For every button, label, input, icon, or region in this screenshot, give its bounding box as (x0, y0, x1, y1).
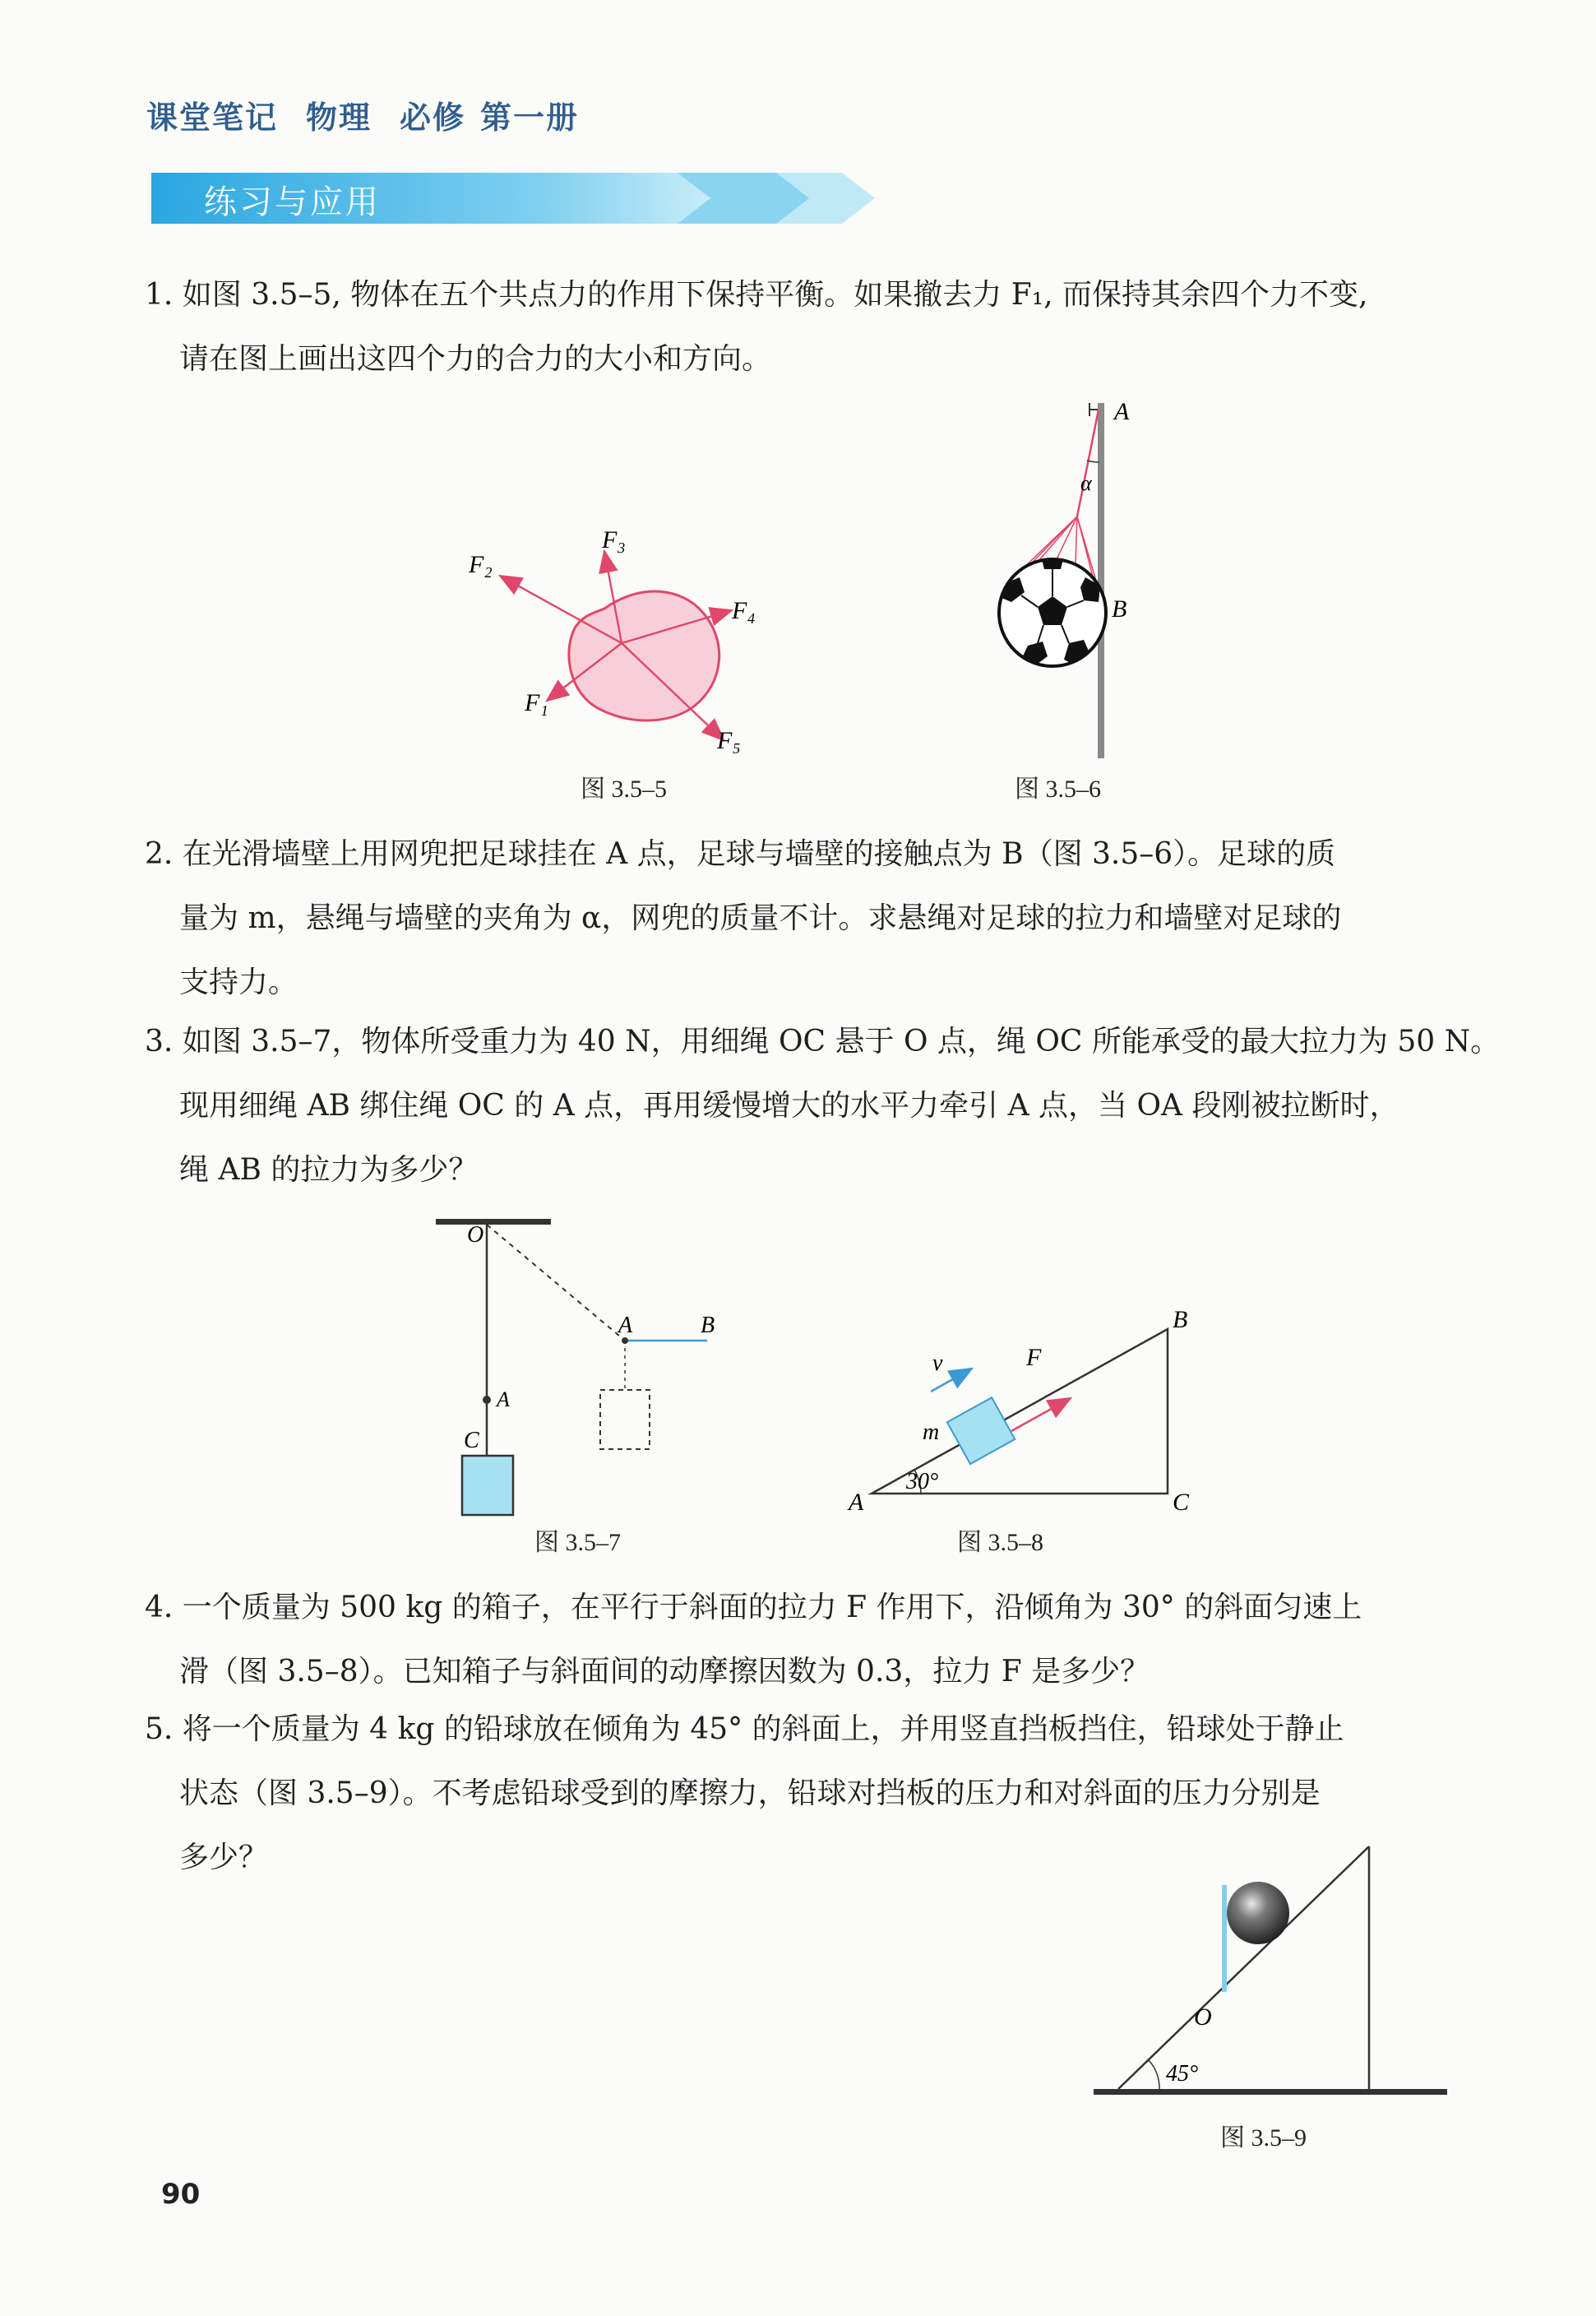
ceiling (436, 1219, 551, 1225)
question-2 (145, 822, 1485, 1015)
figure-3-5-9 (1085, 1842, 1455, 2114)
label-f: F (1026, 1344, 1042, 1371)
caption-3-5-6: 图 3.5–6 (1015, 776, 1101, 803)
label-a: A (1114, 398, 1130, 425)
running-header (146, 92, 607, 137)
label-f4: F₄ (732, 597, 756, 624)
vertical-baffle (1222, 1885, 1227, 1992)
question-3-line-1: 3. 如图 3.5–7，物体所受重力为 40 N，用细绳 OC 悬于 O 点，绳 OC 所能承受的最大拉力为 50 N。 (145, 1025, 1501, 1058)
question-3 (145, 1010, 1501, 1202)
irregular-body (569, 591, 719, 720)
question-4-line-1: 4. 一个质量为 500 kg 的箱子，在平行于斜面的拉力 F 作用下，沿倾角为 30° 的斜面匀速上 (145, 1591, 1362, 1624)
header-book: 课堂笔记 (146, 100, 279, 136)
caption-3-5-8: 图 3.5–8 (957, 1529, 1043, 1556)
force-f-arrow (1011, 1398, 1071, 1431)
label-f1: F₁ (525, 689, 548, 716)
rope-oa-dashed (487, 1225, 625, 1341)
question-1-line-2: 请在图上画出这四个力的合力的大小和方向。 (179, 342, 772, 376)
label-b: B (1173, 1306, 1188, 1333)
figure-3-5-5 (460, 518, 806, 790)
question-5-line-2: 状态（图 3.5–9）。不考虑铅球受到的摩擦力，铅球对挡板的压力和对斜面的压力分别是 (179, 1776, 1321, 1810)
question-1-line-1: 1. 如图 3.5–5, 物体在五个共点力的作用下保持平衡。如果撤去力 F₁, 而保持其余四个力不变, (145, 278, 1368, 312)
label-a: A (849, 1489, 864, 1516)
page-number: 90 (161, 2178, 201, 2211)
label-v: v (932, 1350, 943, 1376)
question-5-line-1: 5. 将一个质量为 4 kg 的铅球放在倾角为 45° 的斜面上，并用竖直挡板挡住，铅球处于静止 (145, 1712, 1344, 1746)
question-3-line-2: 现用细绳 AB 绑住绳 OC 的 A 点，再用缓慢增大的水平力牵引 A 点，当 OA 段刚被拉断时， (179, 1089, 1399, 1123)
lead-ball (1227, 1882, 1289, 1944)
label-o: O (467, 1222, 484, 1248)
header-volume: 必修 (400, 100, 466, 136)
label-c: C (464, 1428, 479, 1453)
header-book-number: 第一册 (480, 100, 580, 136)
label-b: B (701, 1313, 715, 1338)
label-a-left: A (497, 1387, 510, 1411)
label-f5: F₅ (717, 727, 741, 754)
rope (1077, 410, 1099, 516)
label-b: B (1112, 595, 1127, 623)
caption-3-5-7: 图 3.5–7 (534, 1529, 621, 1556)
label-angle-30: 30° (906, 1469, 939, 1494)
label-o: O (1194, 2003, 1212, 2031)
question-4-line-2: 滑（图 3.5–8）。已知箱子与斜面间的动摩擦因数为 0.3，拉力 F 是多少？ (179, 1655, 1150, 1688)
caption-3-5-9: 图 3.5–9 (1220, 2124, 1307, 2152)
question-4 (145, 1576, 1485, 1704)
label-f3: F₃ (602, 526, 626, 554)
figure-3-5-6 (978, 395, 1176, 765)
wall (1098, 403, 1104, 758)
figure-3-5-8 (847, 1299, 1192, 1522)
incline-45 (1118, 1846, 1369, 2089)
label-angle-45: 45° (1166, 2061, 1199, 2087)
label-alpha: α (1080, 471, 1092, 495)
header-subject: 物理 (306, 100, 372, 136)
sliding-box (947, 1397, 1015, 1464)
question-3-line-3: 绳 AB 的拉力为多少？ (179, 1153, 479, 1187)
label-m: m (923, 1420, 940, 1445)
question-2-line-2: 量为 m，悬绳与墙壁的夹角为 α，网兜的质量不计。求悬绳对足球的拉力和墙壁对足球的 (179, 901, 1342, 935)
question-5-line-3: 多少？ (179, 1841, 269, 1874)
section-title: 练习与应用 (204, 183, 381, 221)
moved-box-dashed (600, 1390, 650, 1449)
ground (1094, 2089, 1447, 2095)
hanging-box (462, 1456, 513, 1515)
figure-3-5-7 (428, 1209, 773, 1530)
question-1 (145, 263, 1485, 391)
question-2-line-1: 2. 在光滑墙壁上用网兜把足球挂在 A 点，足球与墙壁的接触点为 B（图 3.5–6）。足球的质 (145, 837, 1336, 871)
caption-3-5-5: 图 3.5–5 (581, 776, 667, 803)
label-f2: F₂ (469, 551, 493, 578)
question-2-line-3: 支持力。 (179, 966, 298, 999)
label-c: C (1173, 1489, 1190, 1516)
label-a-right: A (618, 1313, 633, 1338)
